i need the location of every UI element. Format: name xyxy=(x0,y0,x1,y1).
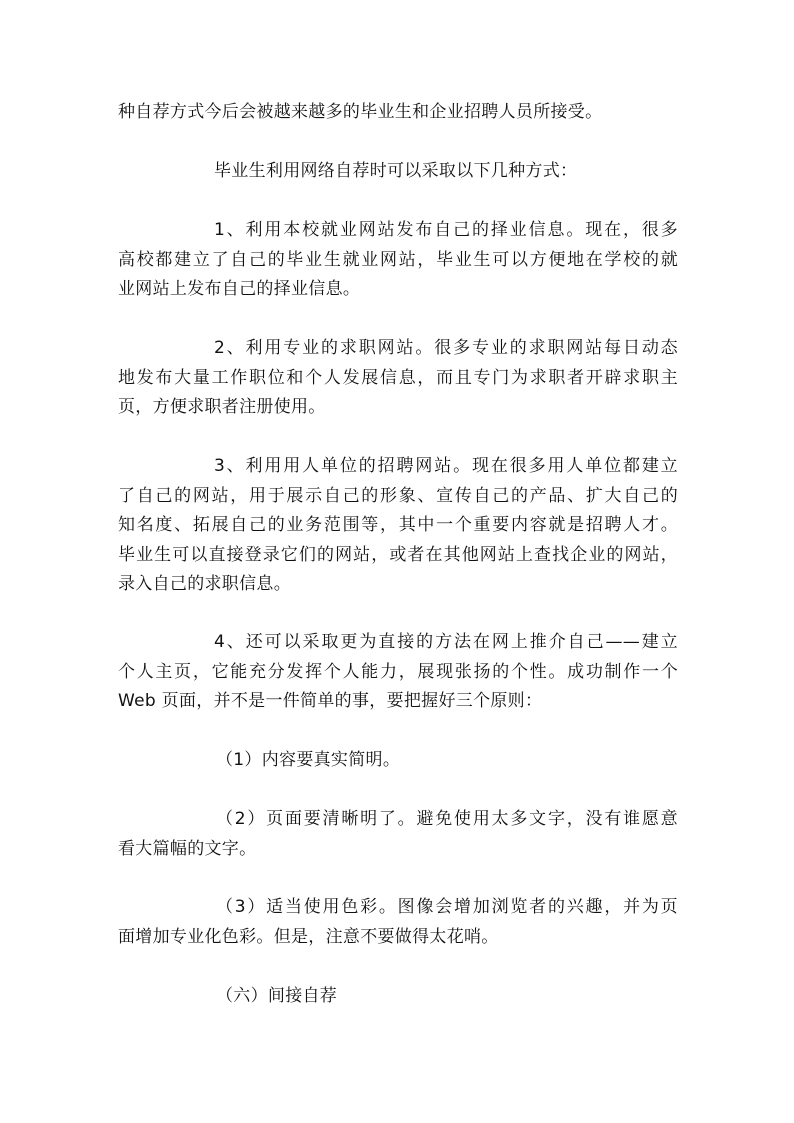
paragraph-principle-1 xyxy=(118,746,678,776)
paragraph-item-4 xyxy=(118,628,678,717)
section-heading-indirect-recommendation xyxy=(118,982,678,1012)
paragraph-item-2 xyxy=(118,334,678,423)
text-line: 业网站上发布自己的择业信息。 xyxy=(118,279,361,299)
paragraph-principle-3 xyxy=(118,893,678,952)
text-line: 高校都建立了自己的毕业生就业网站，毕业生可以方便地在学校的就 xyxy=(118,249,678,270)
text-line: （2）页面要清晰明了。避免使用太多文字，没有谁愿意 xyxy=(216,809,678,829)
text-line: （1）内容要真实简明。 xyxy=(216,750,401,770)
text-line: （3）适当使用色彩。图像会增加浏览者的兴趣，并为页 xyxy=(216,897,678,917)
text-line: 毕业生利用网络自荐时可以采取以下几种方式： xyxy=(214,161,578,181)
paragraph-item-1 xyxy=(118,216,678,305)
text-line: （六）间接自荐 xyxy=(216,986,338,1006)
text-line: 种自荐方式今后会被越来越多的毕业生和企业招聘人员所接受。 xyxy=(118,102,603,122)
text-line: 1、利用本校就业网站发布自己的择业信息。现在，很多 xyxy=(214,220,678,240)
text-line: 面增加专业化色彩。但是，注意不要做得太花哨。 xyxy=(118,926,499,947)
text-line: 个人主页，它能充分发挥个人能力，展现张扬的个性。成功制作一个 xyxy=(118,661,678,682)
text-line: 了自己的网站，用于展示自己的形象、宣传自己的产品、扩大自己的 xyxy=(118,485,678,506)
paragraph-intro xyxy=(118,157,678,187)
paragraph-principle-2 xyxy=(118,805,678,864)
text-line: 录入自己的求职信息。 xyxy=(118,574,291,594)
text-line: 地发布大量工作职位和个人发展信息，而且专门为求职者开辟求职主 xyxy=(118,367,678,388)
text-line: 4、还可以采取更为直接的方法在网上推介自己——建立 xyxy=(214,632,678,652)
text-line: 知名度、拓展自己的业务范围等，其中一个重要内容就是招聘人才。 xyxy=(118,515,678,535)
text-line: 2、利用专业的求职网站。很多专业的求职网站每日动态 xyxy=(214,338,678,358)
paragraph-item-3 xyxy=(118,452,678,600)
text-line: 3、利用用人单位的招聘网站。现在很多用人单位都建立 xyxy=(214,456,678,476)
text-line: 页，方便求职者注册使用。 xyxy=(118,397,326,417)
text-line: 看大篇幅的文字。 xyxy=(118,838,257,859)
text-line: Web 页面，并不是一件简单的事，要把握好三个原则： xyxy=(118,691,543,711)
paragraph-continuation xyxy=(118,98,678,128)
text-line: 毕业生可以直接登录它们的网站，或者在其他网站上查找企业的网站， xyxy=(118,544,678,565)
